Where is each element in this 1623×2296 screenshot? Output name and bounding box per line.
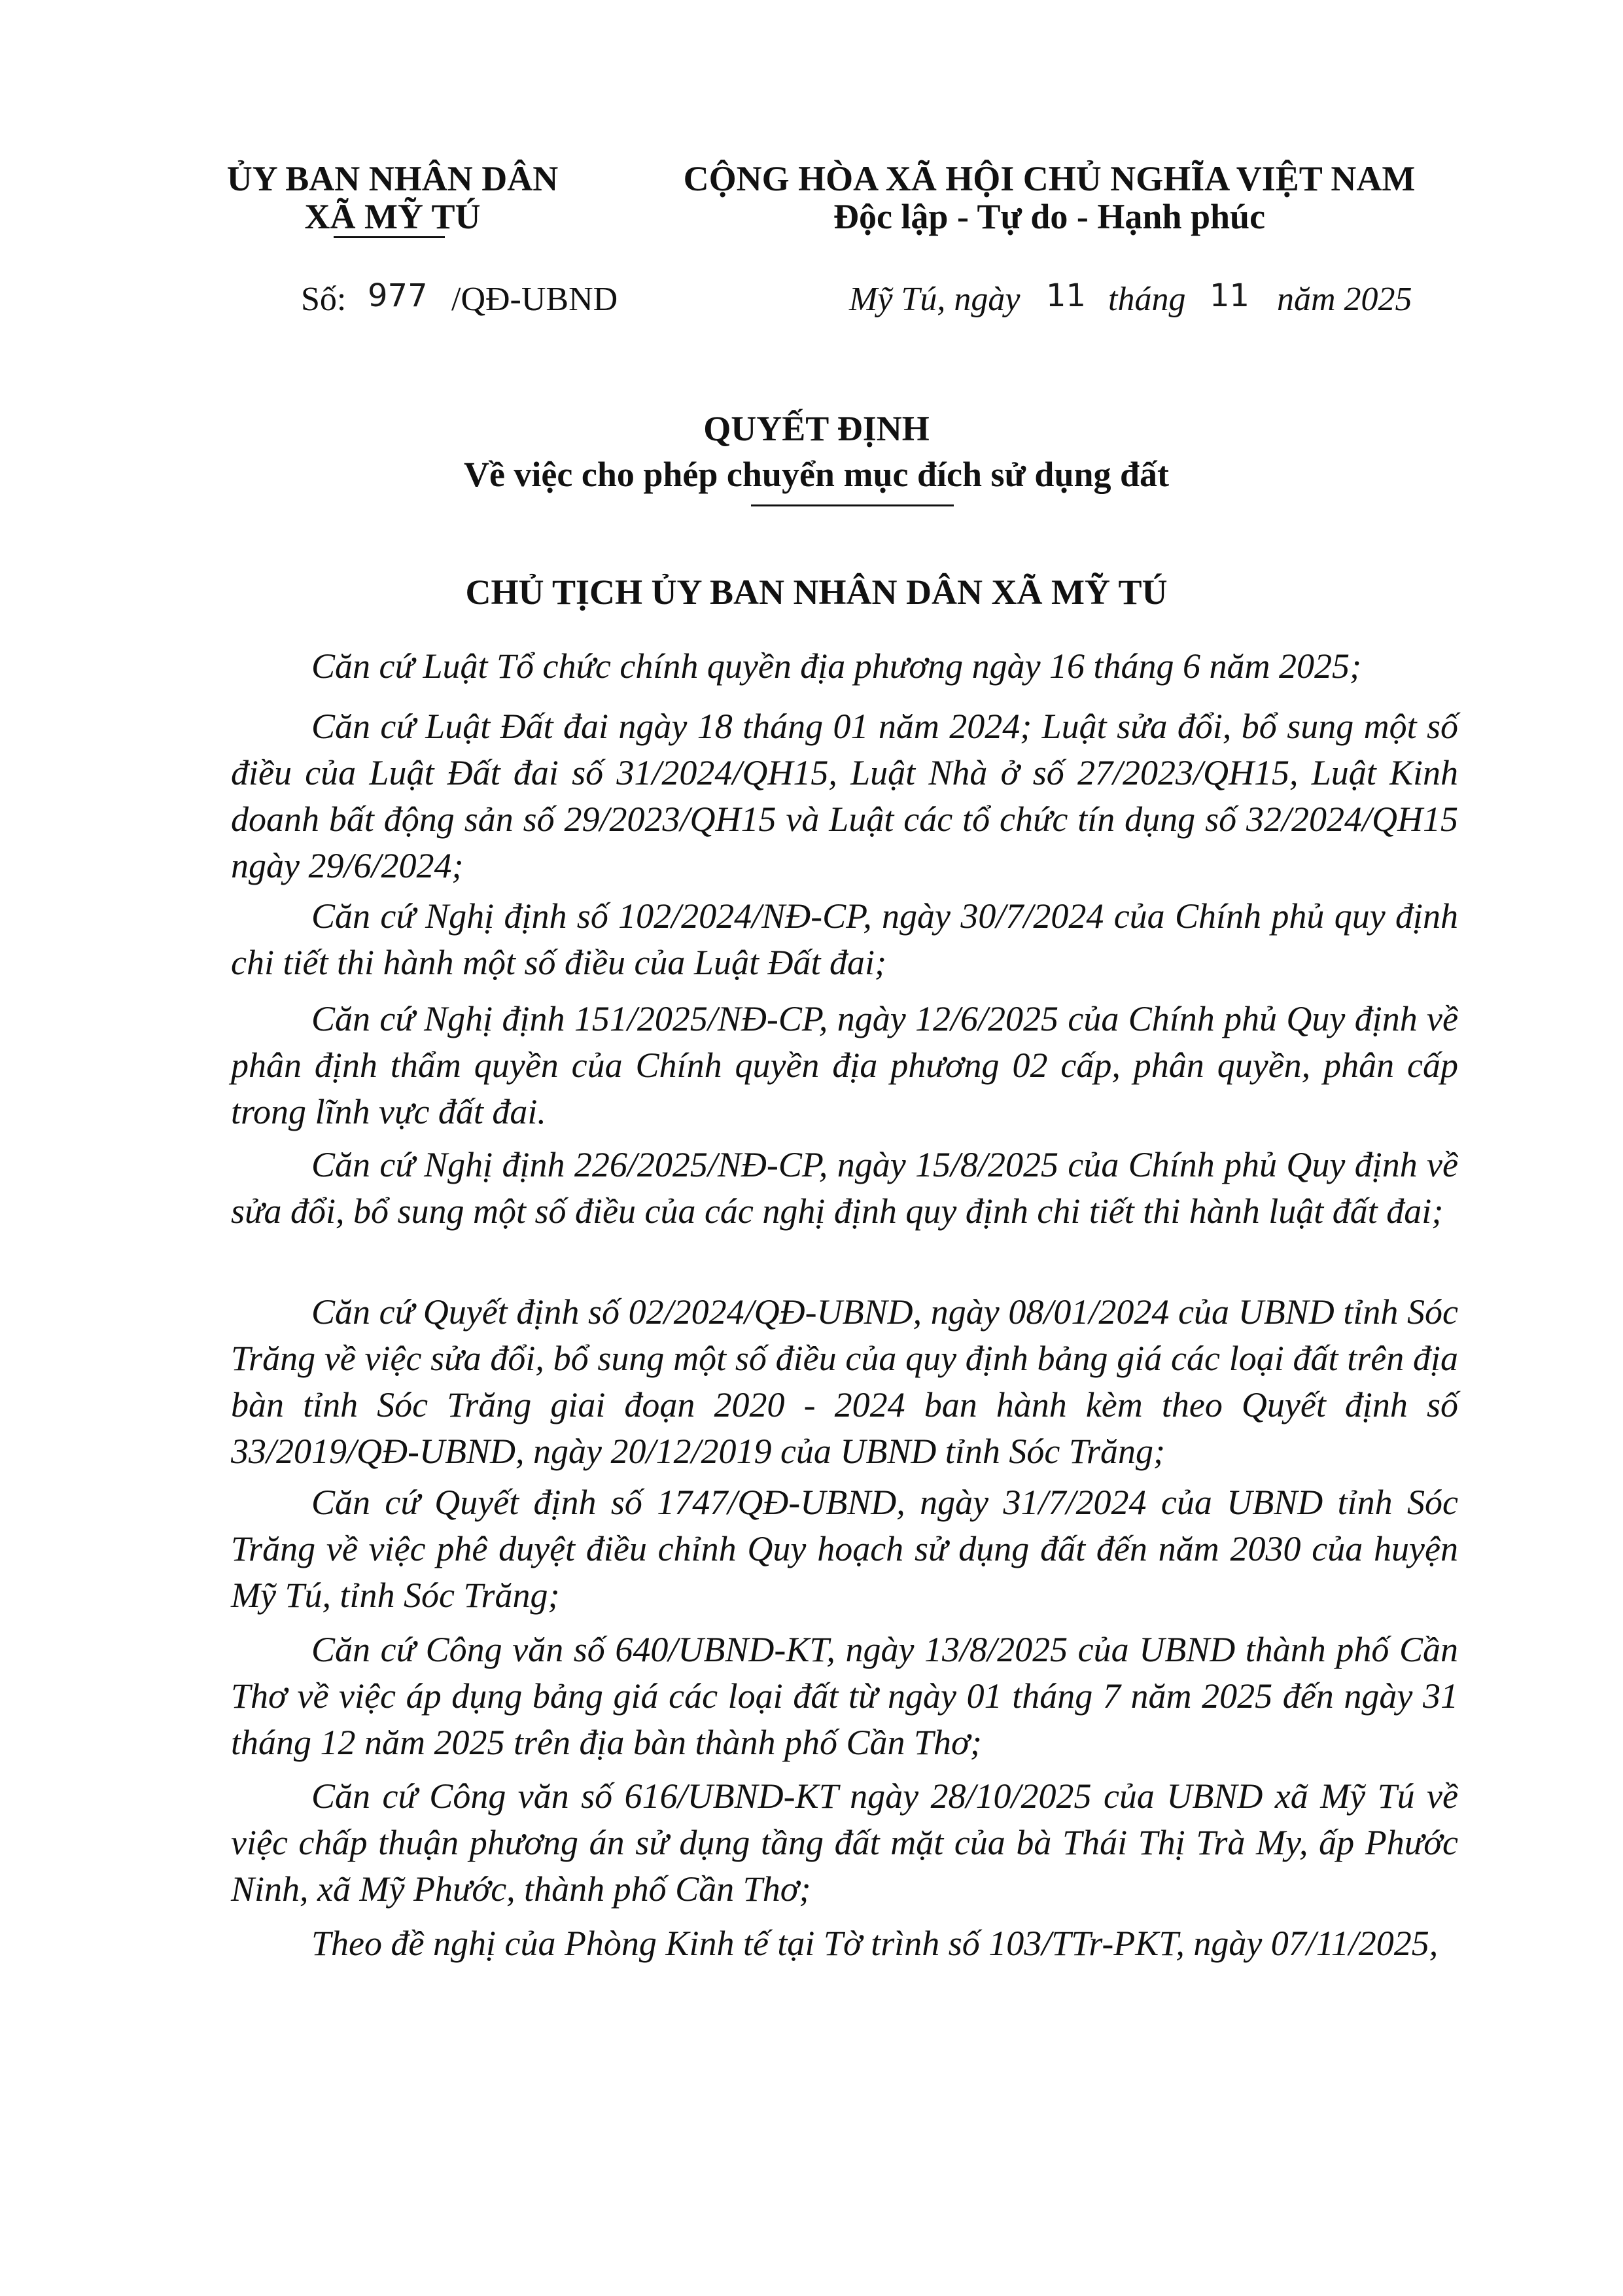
doc-number-suffix: /QĐ-UBND [451, 281, 618, 318]
preamble-paragraph: Căn cứ Luật Đất đai ngày 18 tháng 01 năm 2024; Luật sửa đổi, bổ sung một số điều của Luật Đất đai số 31/2024/QH15, Luật Nhà ở số 27/2023/QH15, Luật Kinh doanh bất động sản số 29/2023/QH15 và Luật các tổ chức tín dụng số 32/2024/QH15 ngày 29/6/2024; [231, 707, 1458, 885]
date-month-label: tháng [1108, 281, 1186, 318]
doc-number-prefix: Số: [301, 281, 347, 318]
doc-number-value: 977 [368, 277, 428, 314]
document-title: QUYẾT ĐỊNH [703, 409, 930, 448]
preamble-paragraph: Căn cứ Công văn số 640/UBND-KT, ngày 13/8/2025 của UBND thành phố Cần Thơ về việc áp dụng bảng giá các loại đất từ ngày 01 tháng 7 năm 2025 đến ngày 31 tháng 12 năm 2025 trên địa bàn thành phố Cần Thơ; [231, 1630, 1458, 1762]
agency-name: ỦY BAN NHÂN DÂN [226, 159, 559, 198]
document-subject: Về việc cho phép chuyển mục đích sử dụng đất [463, 455, 1170, 494]
preamble-paragraph: Căn cứ Nghị định 226/2025/NĐ-CP, ngày 15/8/2025 của Chính phủ Quy định về sửa đổi, bổ sung một số điều của các nghị định quy định chi tiết thi hành luật đất đai; [231, 1145, 1458, 1231]
preamble-paragraph: Căn cứ Quyết định số 1747/QĐ-UBND, ngày 31/7/2024 của UBND tỉnh Sóc Trăng về việc phê duyệt điều chỉnh Quy hoạch sử dụng đất đến năm 2030 của huyện Mỹ Tú, tỉnh Sóc Trăng; [231, 1483, 1458, 1615]
preamble-paragraph: Căn cứ Công văn số 616/UBND-KT ngày 28/10/2025 của UBND xã Mỹ Tú về việc chấp thuận phương án sử dụng tầng đất mặt của bà Thái Thị Trà My, ấp Phước Ninh, xã Mỹ Phước, thành phố Cần Thơ; [231, 1776, 1458, 1909]
date-place: Mỹ Tú, ngày [849, 281, 1021, 318]
preamble-paragraph: Căn cứ Luật Tổ chức chính quyền địa phương ngày 16 tháng 6 năm 2025; [311, 646, 1362, 686]
agency-underline [334, 236, 445, 238]
date-month: 11 [1210, 277, 1250, 314]
national-title: CỘNG HÒA XÃ HỘI CHỦ NGHĨA VIỆT NAM [683, 159, 1416, 198]
national-motto: Độc lập - Tự do - Hạnh phúc [833, 197, 1266, 236]
title-underline [751, 504, 954, 506]
preamble-paragraph: Căn cứ Quyết định số 02/2024/QĐ-UBND, ngày 08/01/2024 của UBND tỉnh Sóc Trăng về việc sửa đổi, bổ sung một số điều của quy định bảng giá các loại đất trên địa bàn tỉnh Sóc Trăng giai đoạn 2020 - 2024 ban hành kèm theo Quyết định số 33/2019/QĐ-UBND, ngày 20/12/2019 của UBND tỉnh Sóc Trăng; [231, 1292, 1458, 1471]
date-year: năm 2025 [1277, 281, 1412, 318]
agency-commune: XÃ MỸ TÚ [304, 197, 481, 236]
preamble-paragraph: Căn cứ Nghị định 151/2025/NĐ-CP, ngày 12/6/2025 của Chính phủ Quy định về phân định thẩm quyền của Chính quyền địa phương 02 cấp, phân quyền, phân cấp trong lĩnh vực đất đai. [231, 999, 1458, 1131]
preamble-paragraph: Theo đề nghị của Phòng Kinh tế tại Tờ trình số 103/TTr-PKT, ngày 07/11/2025, [311, 1924, 1439, 1963]
date-day: 11 [1046, 277, 1087, 314]
issuing-authority: CHỦ TỊCH ỦY BAN NHÂN DÂN XÃ MỸ TÚ [465, 573, 1168, 612]
preamble-paragraph: Căn cứ Nghị định số 102/2024/NĐ-CP, ngày 30/7/2024 của Chính phủ quy định chi tiết thi hành một số điều của Luật Đất đai; [231, 896, 1458, 982]
